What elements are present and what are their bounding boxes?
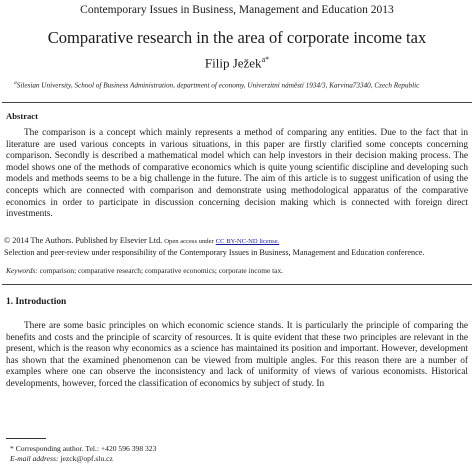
affiliation [14, 80, 464, 89]
keywords-label: Keywords: [6, 266, 38, 275]
author-marks: a* [261, 55, 270, 64]
email-label: E-mail address: [10, 454, 59, 463]
journal-header: Contemporary Issues in Business, Management and Education 2013 [80, 4, 394, 16]
open-access-text: Open access under [164, 238, 214, 245]
article-title: Comparative research in the area of corporate income tax [47, 28, 427, 47]
affiliation-mark: a [14, 80, 17, 86]
keywords-text: comparison; comparative research; comparative economics; corporate income tax. [39, 266, 283, 275]
abstract-heading: Abstract [6, 111, 38, 121]
copyright-text: © 2014 The Authors. Published by Elsevier Ltd. [4, 236, 163, 245]
introduction-body: There are some basic principles on which economic science stands. It is particularly the principle of comparing the benefits and costs and the principle of scarcity of resources. It is quite evident that these two principles are relevant in the present, which is the reason why economics as a science has maintained its position and important. However, development has shown that the examined phenomenon can be viewed from multiple angles. For this reason there are a number of examples where one can observe the inconsistency and lack of uniformity of views of various economists. Historical developments, however, forced the classification of economics by subject of study. In [6, 321, 468, 389]
introduction-heading: 1. Introduction [6, 297, 67, 307]
email-address[interactable]: jezck@opf.slu.cz [60, 454, 113, 463]
license-link[interactable]: CC BY-NC-ND license. [215, 238, 280, 245]
footnote-divider [6, 438, 46, 439]
author-line [0, 55, 474, 71]
author-name: Filip Ježek [204, 55, 262, 71]
license-block [4, 235, 470, 258]
footnote-corresponding-author: * Corresponding author. Tel.: +420 596 398 323 [10, 444, 157, 453]
peer-review-line: Selection and peer-review under responsibility of the Contemporary Issues in Business, Management and Education conference. [4, 248, 425, 257]
keywords-line [6, 266, 468, 275]
abstract-body: The comparison is a concept which mainly represents a method of comparing any entities. Due to the fact that in literature are used various concepts in various situations, in this paper are firstly clarified some concepts concerning comparison. Secondly is described a mathematical model which can help investors in their decision making process. The model shows one of the methods of comparative economics which is quite young scientific discipline and developing such models and methods seems to be a big challenge in the future. The aim of this article is to suggest unification of using the concepts which are connected with comparison and demonstrate using methodological apparatus of the comparative economics in order to participate in discussion concerning decision making which is connected with foreign direct investments. [6, 128, 468, 220]
copyright-line [4, 235, 470, 247]
affiliation-text: Silesian University, School of Business Administration, department of economy, Univerzitní náměstí 1934/3, Karvina73340, Czech Republic [16, 81, 420, 90]
divider-top [2, 102, 472, 103]
divider-bottom [2, 284, 472, 285]
